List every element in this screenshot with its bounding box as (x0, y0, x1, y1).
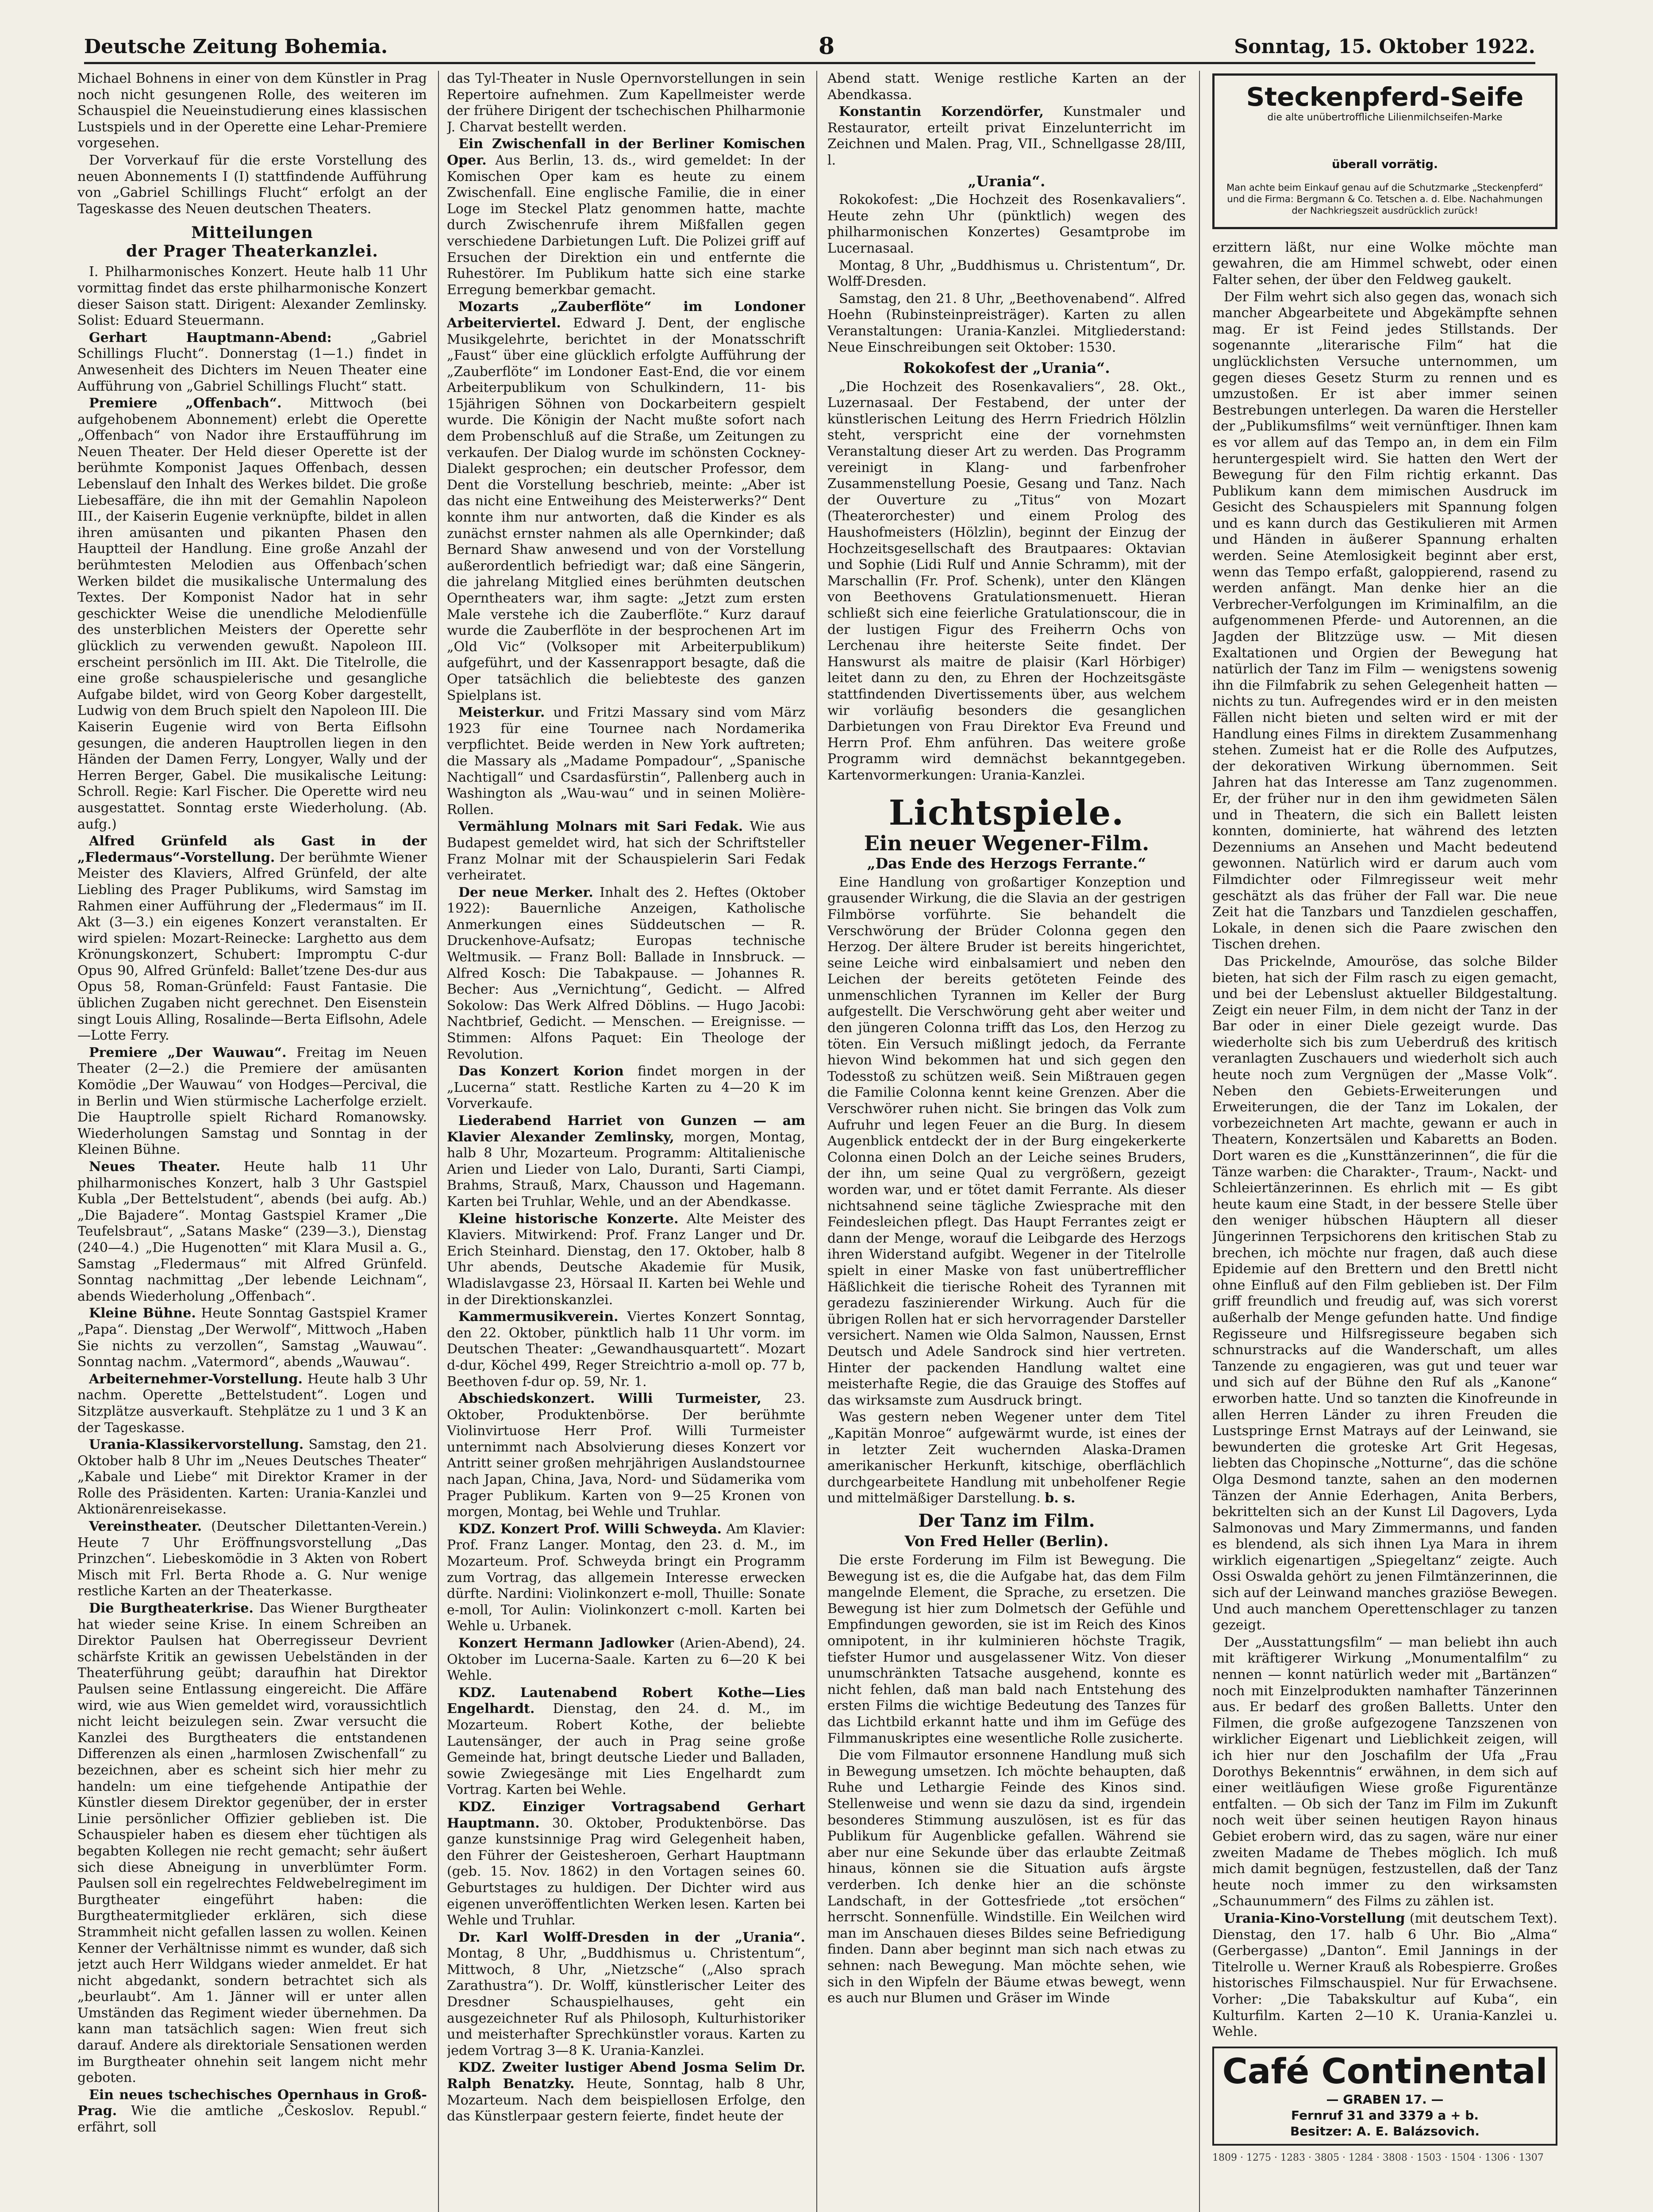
paragraph-text: morgen, Montag, halb 8 Uhr, Mozarteum. Programm: Altitalienische Arien und Lieder von Lalo, Duranti, Sarti Ciampi, Brahms, Strauß, Marx, Chausson und Hagemann. Karten bei Truhlar, Wehle, und an der Abendkasse. (447, 1129, 805, 1210)
paragraph-lead: Kleine Bühne. (89, 1306, 196, 1321)
paragraph-text: Wie aus Budapest gemeldet wird, hat sich der Schriftsteller Franz Molnar mit der Schauspielerin Sari Fedak verheiratet. (447, 819, 805, 883)
paragraph-text: findet morgen in der „Lucerna“ statt. Restliche Karten zu 4—20 K im Vorverkaufe. (447, 1064, 805, 1112)
ad-code: 1503 (1416, 2152, 1442, 2163)
article-paragraph: Rokokofest: „Die Hochzeit des Rosenkavaliers“. Heute zehn Uhr (pünktlich) wegen des philharmonischen Konzertes) Gesamtprobe im Lucernasaal. (827, 192, 1186, 256)
article-paragraph: Die erste Forderung im Film ist Bewegung. Die Bewegung ist es, die die Aufgabe hat, das dem Film mangelnde Element, die Sprache, zu ersetzen. Die Bewegung ist hier zum Dolmetsch der Gefühle und Empfindungen geworden, sie ist im Reich des Kinos omnipotent, in ihr kulminieren höchste Tragik, tiefster Humor und ausgelassener Witz. Von dieser unumschränkten Tatsache ausgehend, konnte es nicht fehlen, daß man bald nach Entstehung des ersten Films die wichtige Bedeutung des Tanzes für das Lichtbild erkannt hatte und ihm im Gefüge des Filmmanuskriptes eine wesentliche Rolle zusicherte. (827, 1552, 1186, 1746)
section-heading (77, 223, 427, 261)
paragraph-lead: Dr. Karl Wolff-Dresden in der „Urania“. (458, 1929, 805, 1945)
paragraph-lead: Ein Zwischenfall in der Berliner Komischen Oper. (447, 136, 805, 168)
article-paragraph (77, 833, 427, 1044)
article-paragraph (77, 1159, 427, 1305)
ad-note: Man achte beim Einkauf genau auf die Schutzmarke „Steckenpferd“ und die Firma: Bergmann & Co. Tetschen a. d. Elbe. Nachahmungen der Nachkriegszeit ausdrücklich zurück! (1226, 182, 1543, 216)
article-paragraph (77, 1306, 427, 1370)
paragraph-text: Viertes Konzert Sonntag, den 22. Oktober, pünktlich halb 11 Uhr vorm. im Deutschen Theater: „Gewandhausquartett“. Mozart d-dur, Köchel 499, Reger Streichtrio a-moll op. 77 b, Beethoven f-dur op. 59, Nr. 1. (447, 1309, 805, 1390)
article-signature: b. s. (1045, 1490, 1076, 1506)
paragraph-lead: Neues Theater. (89, 1159, 221, 1175)
article-paragraph (447, 1521, 805, 1635)
article-paragraph (447, 1391, 805, 1521)
paragraph-lead: Abschiedskonzert. Willi Turmeister, (458, 1391, 761, 1407)
ad-title: Steckenpferd-Seife (1246, 82, 1524, 112)
paragraph-lead: Meisterkur. (458, 705, 545, 721)
ad-code: 3805 (1314, 2152, 1339, 2163)
paragraph-lead: Liederabend Harriet von Gunzen — am Klavier Alexander Zemlinsky, (447, 1113, 805, 1145)
tanz-im-film-heading: Der Tanz im Film. (918, 1510, 1095, 1531)
article-paragraph: Der Film wehrt sich also gegen das, wonach sich mancher Abgearbeitete und Abgekämpfte sehnen mag. Er ist Feind jedes Stillstands. Der sogenannte „literarische Film“ hat die unglücklichsten Versuche unternommen, um gegen dieses Gesetz Sturm zu rennen und es umzustoßen. Er ist aber immer seinen Bestrebungen unterlegen. Da waren die Hersteller der „Publikumsfilms“ weit vernünftiger. Ihnen kam es vor allem auf das Tempo an, in dem ein Film heruntergespielt wird. Sie hatten den Wert der Bewegung für den Film richtig erkannt. Das Publikum kann dem mimischen Ausdruck im Gesicht des Schauspielers mit Spannung folgen und es kann durch das Gestikulieren mit Armen und Händen in äußerer Spannung erhalten werden. Seine Atemlosigkeit beginnt aber erst, wenn das Tempo erfaßt, galoppierend, rasend zu werden anfängt. Man denke hier an die Verbrecher-Verfolgungen im Kriminalfilm, an die aufgenommenen Pferde- und Autorennen, an die Jagden der Blitzzüge usw. — Mit diesen Exaltationen und Orgien der Bewegung hat natürlich der Tanz im Film — wenigstens sowenig ihn die Filmfabrik zu sehen Gelegenheit hatten — nichts zu tun. Aufregendes wird er in den meisten Fällen nicht bieten und selten wird er mit der Handlung eines Films in direktem Zusammenhang stehen. Zumeist hat er die Rolle des Aufputzes, der dekorativen Wirkung übernommen. Seit Jahren hat das Interesse am Tanz zugenommen. Er, der früher nur in den ihm gewidmeten Sälen und in Theatern, die sich ein Ballett leisten konnten, dominierte, hat während des letzten Dezenniums an Ansehen und Macht bedeutend gewonnen. Natürlich wird er darum auch vom Filmdichter oder Filmregisseur weit mehr geschätzt als das früher der Fall war. Die neue Zeit hat die Tanzbars und Tanzdielen geschaffen, Lokale, in denen sich die Paare zwischen den Tischen drehen. (1212, 289, 1557, 952)
article-paragraph (447, 2060, 805, 2124)
paragraph-text: Freitag im Neuen Theater (2—2.) die Premiere der amüsanten Komödie „Der Wauwau“ von Hodges—Percival, die in Berlin und Wien stürmische Lacherfolge erzielt. Die Hauptrolle spielt Richard Romanowsky. Wiederholungen Samstag und Sonntag in der Kleinen Bühne. (77, 1045, 427, 1158)
wegener-film-heading: Ein neuer Wegener-Film. (864, 831, 1149, 855)
ad-code: 1275 (1246, 2152, 1271, 2163)
article-paragraph (447, 1113, 805, 1210)
paragraph-lead: Arbeiternehmer-Vorstellung. (89, 1371, 303, 1387)
article-paragraph: Der „Ausstattungsfilm“ — man beliebt ihn auch mit kräftigerer Wirkung „Monumentalfilm“ zu nennen — konnt natürlich weder mit „Bartänzen“ noch mit Einzelprodukten namhafter Tänzerinnen aus. Er bedarf des großen Balletts. Unter den Filmen, die große aufgezogene Tanzszenen von wirklicher Eigenart und Lieblichkeit zeigen, will ich hier nur den Joschafilm der Ufa „Frau Dorothys Bekenntnis“ erwähnen, in dem sich auf einer weitläufigen Wiese große Figurentänze entfalten. — Ob sich der Tanz im Film im Zukunft noch weit über seinen heutigen Rayon hinaus Gebiet erobern wird, das zu sagen, wäre nur einer zweiten Madame de Thebes möglich. Ich muß mich damit begnügen, festzustellen, daß der Tanz heute noch immer zu den wirksamsten „Schaunummern“ des Films zu zählen ist. (1212, 1634, 1557, 1909)
ad-code: 1283 (1280, 2152, 1305, 2163)
ad-code: 1307 (1518, 2152, 1544, 2163)
paragraph-lead: KDZ. Einziger Vortragsabend Gerhart Hauptmann. (447, 1799, 805, 1831)
article-paragraph (77, 1437, 427, 1518)
paragraph-text: Alte Meister des Klaviers. Mitwirkend: Prof. Franz Langer und Dr. Erich Steinhard. Dienstag, den 17. Oktober, halb 8 Uhr abends, Deutsche Akademie für Musik, Wladislavgasse 23, Hörsaal II. Karten bei Wehle und in der Direktionskanzlei. (447, 1211, 805, 1308)
article-paragraph (77, 2087, 427, 2136)
article-paragraph: Michael Bohnens in einer von dem Künstler in Prag noch nicht gesungenen Rolle, des weiteren im Schauspiel die Neueinstudierung eines klassischen Lustspiels und in der Operette eine Lehar-Premiere vorgesehen. (77, 71, 427, 151)
article-paragraph (77, 1045, 427, 1158)
masthead-date: Sonntag, 15. Oktober 1922. (1234, 35, 1535, 58)
masthead-page-number: 8 (819, 33, 835, 60)
paragraph-lead: Die Burgtheaterkrise. (89, 1601, 254, 1617)
section-heading-line: der Prager Theaterkanzlei. (126, 242, 378, 261)
article-paragraph: Montag, 8 Uhr, „Buddhismus u. Christentum“, Dr. Wolff-Dresden. (827, 257, 1186, 290)
ad-code: 3808 (1382, 2152, 1407, 2163)
paragraph-text: „Gabriel Schillings Flucht“. Donnerstag (1—1.) findet in Anwesenheit des Dichters im Neuen Theater eine Aufführung von „Gabriel Schillings Flucht“ statt. (77, 330, 427, 394)
article-paragraph: Samstag, den 21. 8 Uhr, „Beethovenabend“. Alfred Hoehn (Rubinsteinpreisträger). Karten zu allen Veranstaltungen: Urania-Kanzlei. Mitgliederstand: Neue Einschreibungen seit Oktober: 1530. (827, 291, 1186, 355)
paragraph-text: Inhalt des 2. Heftes (Oktober 1922): Bauernliche Anzeigen, Katholische Anmerkungen eines Süddeutschen — R. Druckenhove-Aufsatz; Europas technische Weltmusik. — Franz Boll: Ballade in Innsbruck. — Alfred Kosch: Die Tabakpause. — Johannes R. Becher: Aus „Vernichtung“, Gedicht. — Alfred Sokolow: Das Werk Alfred Döblins. — Hugo Jacobi: Nachtbrief, Gedicht. — Menschen. — Ereignisse. — Stimmen: Alfons Paquet: Ein Theologe der Revolution. (447, 884, 805, 1062)
paragraph-lead: Gerhart Hauptmann-Abend: (89, 330, 332, 346)
ad-availability: überall vorrätig. (1332, 158, 1438, 172)
paragraph-text: Heute Sonntag Gastspiel Kramer „Papa“. Dienstag „Der Werwolf“, Mittwoch „Haben Sie nichts zu verzollen“, Samstag „Wauwau“. Sonntag nachm. „Vatermord“, abends „Wauwau“. (77, 1306, 427, 1370)
paragraph-lead: Kleine historische Konzerte. (458, 1211, 679, 1227)
article-paragraph (447, 1636, 805, 1684)
column-4 (1212, 71, 1557, 2212)
article-paragraph (827, 104, 1186, 169)
cafe-title: Café Continental (1222, 2051, 1548, 2092)
paragraph-text: 23. Oktober, Produktenbörse. Der berühmte Violinvirtuose Herr Prof. Willi Turmeister unternimmt nach Absolvierung dieses Konzert vor Antritt seiner großen mehrjährigen Auslandstournee nach Japan, China, Java, Nord- und Südamerika vom Prager Publikum. Karten von 9—25 Kronen von morgen, Montag, bei Wehle und Truhlar. (447, 1391, 805, 1520)
paragraph-text: Heute, Sonntag, halb 8 Uhr, Mozarteum. Nach dem beispiellosen Erfolge, den das Künstlerpaar gestern feierte, findet heute der (447, 2076, 805, 2124)
paragraph-text: Heute halb 11 Uhr philharmonisches Konzert, halb 3 Uhr Gastspiel Kubla „Der Bettelstudent“, abends (bei aufg. Ab.) „Die Bajadere“. Montag Gastspiel Kramer „Die Teufelsbraut“, „Satans Maske“ (239—3.), Dienstag (240—4.) „Die Hugenotten“ mit Klara Musil a. G., Samstag „Fledermaus“ mit Alfred Grünfeld. Sonntag nachmittag „Der lebende Leichnam“, abends Wiederholung „Offenbach“. (77, 1159, 427, 1304)
paragraph-lead: Vermählung Molnars mit Sari Fedak. (458, 819, 743, 835)
paragraph-text: Das Wiener Burgtheater hat wieder seine Krise. In einem Schreiben an Direktor Paulsen hat Oberregisseur Devrient schärfste Kritik an gewissen Uebelständen in der Theaterführung geübt; daraufhin hat Direktor Paulsen seine Entlassung eingereicht. Die Affäre wird, wie aus Wien gemeldet wird, voraussichtlich nicht leicht beizulegen sein. Zwar versucht die Kanzlei des Burgtheaters die entstandenen Differenzen als einen „harmlosen Zwischenfall“ zu bezeichnen, aber es scheint sich hier mehr zu handeln: um eine tiefgehende Antipathie der Künstler diesem Direktor gegenüber, der in erster Linie persönlicher Offizier geblieben ist. Die Schauspieler haben es diesem eher tüchtigen als begabten Kollegen nie recht gemacht; sehr äußert sich diese Abneigung in unverblümter Form. Paulsen soll ein regelrechtes Feldwebelregiment im Burgtheater eingeführt haben: die Burgtheatermitglieder erklären, sich diese Strammheit nicht gefallen lassen zu wollen. Keinen Kenner der Verhältnisse nimmt es wunder, daß sich jetzt auch Herr Wildgans wieder anmeldet. Er hat nicht abgedankt, sondern betrachtet sich als „beurlaubt“. Am 1. Jänner will er unter allen Umständen das Regiment wieder übernehmen. Da kann man tatsächlich sagen: Wien freut sich darauf. Andere als direktoriale Sensationen werden im Burgtheater ohnehin seit langem nicht mehr geboten. (77, 1601, 427, 2086)
paragraph-lead: Konzert Hermann Jadlowker (458, 1636, 674, 1651)
article-paragraph (447, 1930, 805, 2059)
paragraph-lead: Alfred Grünfeld als Gast in der „Fledermaus“-Vorstellung. (77, 833, 427, 865)
article-paragraph (77, 330, 427, 395)
section-heading-line: Mitteilungen (191, 223, 313, 242)
article-paragraph: Abend statt. Wenige restliche Karten an der Abendkassa. (827, 71, 1186, 103)
paragraph-text: Aus Berlin, 13. ds., wird gemeldet: In der Komischen Oper kam es heute zu einem Zwischenfall. Eine englische Familie, die in einer Loge im Steckel Platz genommen hatte, machte durch Zwischenrufe ihrem Mißfallen gegen verschiedene Darbietungen Luft. Die Polizei griff auf Ersuchen der Direktion ein und entfernte die Ruhestörer. Im Publikum hatte sich eine starke Erregung bemerkbar gemacht. (447, 152, 805, 298)
article-paragraph: Der Vorverkauf für die erste Vorstellung des neuen Abonnements I (I) stattfindende Aufführung von „Gabriel Schillings Flucht“ erfolgt an der Tageskasse des Neuen deutschen Theaters. (77, 152, 427, 217)
paragraph-text: Was gestern neben Wegener unter dem Titel „Kapitän Monroe“ aufgewärmt wurde, ist eines der in letzter Zeit wuchernden Alaska-Dramen amerikanischer Herkunft, kitschige, oberflächlich durchgearbeitete Handlung mit unbeholfener Regie und mittelmäßiger Darstellung. (827, 1409, 1186, 1506)
cafe-phone: Fernruf 31 and 3379 a + b. (1291, 2108, 1479, 2123)
paragraph-lead: Ein neues tschechisches Opernhaus in Groß-Prag. (77, 2087, 427, 2119)
paragraph-text: Edward J. Dent, der englische Musikgelehrte, berichtet in der Monatsschrift „Faust“ über eine glücklich erfolgte Aufführung der „Zauberflöte“ im Londoner East-End, die vor einem Arbeiterpublikum von Schulkindern, 11- bis 15jährigen Söhnen von Dockarbeitern gespielt wurde. Die Königin der Nacht mußte sofort nach dem Probenschluß auf die Straße, um Zeitungen zu verkaufen. Der Dialog wurde im schönsten Cockney-Dialekt gesprochen; ein deutscher Professor, dem Dent die Vorstellung beschrieb, meinte: „Aber ist das nicht eine Entweihung des Meisterwerks?“ Dent konnte ihm nur antworten, daß die Kinder es als zunächst ernster nahmen als alle Opernkinder; daß Bernard Shaw anwesend und von der Vorstellung außerordentlich befriedigt war; daß eine Sängerin, die jahrelang Mitglied eines berühmten deutschen Operntheaters war, ihm sagte: „Jetzt zum ersten Male verstehe ich die Zauberflöte.“ Kurz darauf wurde die Zauberflöte in der besprochenen Art im „Old Vic“ (Volksoper mit Arbeiterpublikum) aufgeführt, und der Kassenrapport besagte, daß die Oper tatsächlich die beliebteste des ganzen Spielplans ist. (447, 315, 805, 703)
steckenpferd-ad (1212, 73, 1557, 229)
paragraph-text: Wie die amtliche „Českoslov. Republ.“ erfährt, soll (77, 2103, 427, 2135)
article-paragraph (447, 299, 805, 704)
paragraph-text: 30. Oktober, Produktenbörse. Das ganze kunstsinnige Prag wird Gelegenheit haben, den Führer der Geistesheroen, Gerhart Hauptmann (geb. 15. Nov. 1862) in den Vortagen seines 60. Geburtstages zu huldigen. Der Dichter wird aus eigenen unveröffentlichten Werken lesen. Karten bei Wehle und Truhlar. (447, 1815, 805, 1928)
masthead-newspaper-name: Deutsche Zeitung Bohemia. (84, 35, 388, 58)
article-paragraph (447, 1685, 805, 1798)
paragraph-text: Montag, 8 Uhr, „Buddhismus u. Christentum“, Mittwoch, 8 Uhr, „Nietzsche“ („Also sprach Zarathustra“). Dr. Wolff, künstlerischer Leiter des Dresdner Schauspielhauses, geht ein ausgezeichneter Ruf als Philosoph, Kulturhistoriker und meisterhafter Sprechkünstler voraus. Karten zu jedem Vortrag 3—8 K. Urania-Kanzlei. (447, 1946, 805, 2058)
ad-code: 1306 (1484, 2152, 1510, 2163)
paragraph-lead: KDZ. Zweiter lustiger Abend Josma Selim Dr. Ralph Benatzky. (447, 2060, 805, 2092)
column-rule (1199, 71, 1200, 2212)
article-paragraph (447, 705, 805, 818)
cafe-owner: Besitzer: A. E. Balázsovich. (1290, 2124, 1480, 2139)
article-paragraph (447, 885, 805, 1063)
paragraph-lead: KDZ. Konzert Prof. Willi Schweyda. (458, 1521, 722, 1537)
ferrante-subheading: „Das Ende des Herzogs Ferrante.“ (867, 855, 1146, 872)
ad-codes: 1809 · 1275 · 1283 · 3805 · 1284 · 3808 · 1503 · 1504 · 1306 · 1307 (1212, 2152, 1544, 2163)
paragraph-lead: Der neue Merker. (458, 884, 593, 900)
paragraph-text: Kunstmaler und Restaurator, erteilt privat Einzelunterricht im Zeichnen und Malen. Prag, VII., Schnellgasse 28/III, l. (827, 104, 1186, 168)
article-paragraph (447, 1309, 805, 1390)
article-paragraph: I. Philharmonisches Konzert. Heute halb 11 Uhr vormittag findet das erste philharmonische Konzert dieser Saison statt. Dirigent: Alexander Zemlinsky. Solist: Eduard Steuermann. (77, 264, 427, 329)
column-1 (77, 71, 427, 2212)
masthead (84, 31, 1535, 64)
ad-code: 1809 (1212, 2152, 1237, 2163)
paragraph-lead: Das Konzert Korion (458, 1064, 624, 1079)
article-paragraph: erzittern läßt, nur eine Wolke möchte man gewahren, die am Himmel schwebt, oder einen Falter sehen, der über den Feldweg gaukelt. (1212, 239, 1557, 288)
paragraph-lead: Vereinstheater. (89, 1519, 202, 1535)
ad-code: 1284 (1348, 2152, 1373, 2163)
paragraph-text: Samstag, den 21. Oktober halb 8 Uhr im „Neues Deutsches Theater“ „Kabale und Liebe“ mit Direktor Kramer in der Rolle des Präsidenten. Karten: Urania-Kanzlei und Aktionärenreisekasse. (77, 1437, 427, 1517)
article-paragraph (77, 1371, 427, 1436)
article-paragraph: das Tyl-Theater in Nusle Opernvorstellungen in sein Repertoire aufnehmen. Zum Kapellmeister werde der frühere Dirigent der tschechischen Philharmonie J. Charvat bestellt werden. (447, 71, 805, 135)
paragraph-lead: Kammermusikverein. (458, 1309, 619, 1325)
article-paragraph (1212, 1911, 1557, 2040)
paragraph-text: Mittwoch (bei aufgehobenem Abonnement) erlebt die Operette „Offenbach“ von Nador ihre Erstaufführung im Neuen Theater. Der Held dieser Operette ist der berühmte Komponist Jaques Offenbach, dessen Lebenslauf den Inhalt des Werkes bildet. Die große Liebesaffäre, die ihn mit der Gemahlin Napoleon III., der Kaiserin Eugenie verknüpfte, bildet in allen ihren amüsanten und pikanten Phasen den Hauptteil der Handlung. Eine große Anzahl der berühmtesten Melodien aus Offenbach’schen Werken bildet die musikalische Untermalung des Textes. Der Komponist Nador hat in sehr geschickter Weise die unendliche Melodienfülle des unsterblichen Meisters der Operette sehr glücklich zu verwenden gewußt. Napoleon III. erscheint persönlich im III. Akt. Die Titelrolle, die eine große schauspielerische und gesangliche Aufgabe bildet, wird von Georg Kober dargestellt, Ludwig von dem Bruch spielt den Napoleon III. Die Kaiserin Eugenie wird von Berta Eiflsohn gesungen, die anderen Hauptrollen liegen in den Händen der Damen Ferry, Longyer, Wally und der Herren Berger, Gabel. Die musikalische Leitung: Schroll. Regie: Karl Fischer. Die Operette wird neu ausgestattet. Sonntag erste Wiederholung. (Ab. aufg.) (77, 396, 427, 832)
article-paragraph: Eine Handlung von großartiger Konzeption und grausender Wirkung, die die Slavia an der gestrigen Filmbörse vorführte. Sie behandelt die Verschwörung der Brüder Colonna gegen den Herzog. Der ältere Bruder ist bereits hingerichtet, seine Leiche wird einbalsamiert und neben den Leichen der bereits getöteten Feinde des unmenschlichen Tyrannen im Keller der Burg aufgestellt. Die Verschwörung geht aber weiter und den jüngeren Colonna trifft das Los, den Herzog zu töten. Ein Versuch mißlingt jedoch, da Ferrante hievon Wind bekommen hat und sich gegen den Todesstoß zu schützen weiß. Sein Mißtrauen gegen die Familie Colonna kennt keine Grenzen. Aber die Verschwörer ruhen nicht. Sie bringen das Volk zum Aufruhr und legen Feuer an die Burg. In diesem Augenblick entdeckt der in der Burg eingekerkerte Colonna einen Dolch an der Leiche seines Bruders, der ihn, um seine Qual zu vergrößern, gezeigt worden war, und er tötet damit Ferrante. Als dieser nichtsahnend seine tägliche Zwiesprache mit den Feindesleichen pflegt. Das Haupt Ferrantes zeigt er dann der Menge, worauf die Leibgarde des Herzogs ihren Widerstand aufgibt. Wegener in der Titelrolle spielt in einer Maske von fast unübertrefflicher Häßlichkeit die tierische Roheit des Tyrannen mit geradezu faszinierender Wirkung. Auch für die übrigen Rollen hat er sich hervorragender Darsteller versichert. Namen wie Olda Salmon, Naussen, Ernst Deutsch und Adele Sandrock sind hier vertreten. Hinter der packenden Handlung waltet eine meisterhafte Regie, die das Grauige des Stoffes auf das wirksamste zum Ausdruck bringt. (827, 874, 1186, 1408)
article-paragraph: „Die Hochzeit des Rosenkavaliers“, 28. Okt., Luzernasaal. Der Festabend, der unter der künstlerischen Leitung des Herrn Friedrich Hölzlin steht, verspricht eine der vornehmsten Veranstaltung dieser Art zu werden. Das Programm vereinigt in Klang- und farbenfroher Zusammenstellung Poesie, Gesang und Tanz. Nach der Ouverture zu „Titus“ von Mozart (Theaterorchester) und einem Prolog des Haushofmeisters (Hölzlin), beginnt der Einzug der Hochzeitsgesellschaft des Brautpaares: Oktavian und Sophie (Lidi Rulf und Annie Schramm), mit der Marschallin (Fr. Prof. Schenk), unter den Klängen von Beethovens Gratulationsmenuett. Hieran schließt sich eine feierliche Gratulationscour, die in der lustigen Figur des Freiherrn Ochs von Lerchenau ihre heiterste Seite findet. Der Hanswurst als maitre de plaisir (Karl Hörbiger) leitet dann zu den, zu Ehren der Hochzeitsgäste stattfindenden Divertissements über, aus welchem wir vorläufig besonders die gesanglichen Darbietungen von Frau Direktor Eva Freund und Herrn Prof. Ehm anführen. Das weitere große Programm wird demnächst bekanntgegeben. Kartenvormerkungen: Urania-Kanzlei. (827, 379, 1186, 783)
article-paragraph (447, 1211, 805, 1309)
column-3 (827, 71, 1186, 2212)
column-rule (816, 71, 817, 2212)
paragraph-text: Der berühmte Wiener Meister des Klaviers, Alfred Grünfeld, der alte Liebling des Prager Publikums, wird Samstag im Rahmen einer Aufführung der „Fledermaus“ im II. Akt (3—3.) ein eigenes Konzert veranstalten. Er wird spielen: Mozart-Reinecke: Larghetto aus dem Krönungskonzert, Schubert: Impromptu C-dur Opus 90, Alfred Grünfeld: Ballet’tzene Des-dur aus Opus 58, Roman-Grünfeld: Faust Fantasie. Die üblichen Zugaben nicht gerechnet. Den Eisenstein singt Louis Alling, Rosalinde—Berta Eiflsohn, Adele—Lotte Ferry. (77, 849, 427, 1044)
paragraph-text: Heute halb 3 Uhr nachm. Operette „Bettelstudent“. Logen und Sitzplätze ausverkauft. Stehplätze zu 1 und 3 K an der Tageskasse. (77, 1371, 427, 1436)
lichtspiele-heading: Lichtspiele. (888, 792, 1125, 833)
article-paragraph (77, 1519, 427, 1600)
paragraph-lead: Mozarts „Zauberflöte“ im Londoner Arbeiterviertel. (447, 299, 805, 331)
ad-code: 1504 (1450, 2152, 1476, 2163)
article-paragraph (827, 1409, 1186, 1507)
cafe-address: — GRABEN 17. — (1326, 2092, 1444, 2107)
tanz-author-line: Von Fred Heller (Berlin). (904, 1532, 1109, 1550)
paragraph-lead: Premiere „Der Wauwau“. (89, 1045, 287, 1060)
paragraph-text: (Arien-Abend), 24. Oktober im Lucerna-Saale. Karten zu 6—20 K bei Wehle. (447, 1636, 805, 1684)
paragraph-text: (mit deutschem Text). Dienstag, den 17. halb 6 Uhr. Bio „Alma“ (Gerbergasse) „Danton“. Emil Jannings in der Titelrolle u. Werner Krauß als Robespierre. Großes historisches Filmschauspiel. Nur für Erwachsene. Vorher: „Die Tabakskultur auf Kuba“, ein Kulturfilm. Karten 2—10 K. Urania-Kanzlei u. Wehle. (1212, 1910, 1557, 2040)
article-paragraph: Die vom Filmautor ersonnene Handlung muß sich in Bewegung umsetzen. Ich möchte behaupten, daß Ruhe und Lethargie Feinde des Kinos sind. Stellenweise und wenn sie dazu da sind, irgendein besonderes Stimmung auszulösen, ist es für das Publikum für Augenblicke gefallen. Während sie aber nur eine Sekunde über das erlaubte Zeitmaß hinaus, können sie die Situation aufs ärgste verderben. Ich denke hier an die schönste Landschaft, in der Gottesfriede „tot ersöchen“ herrscht. Sonnenfülle. Windstille. Ein Weilchen wird man im Anschauen dieses Bildes seine Befriedigung finden. Dann aber beginnt man sich nach etwas zu sehnen: nach Bewegung. Man möchte sehen, wie sich in den Wipfeln der Bäume etwas bewegt, wenn es auch nur Blumen und Gräser im Winde (827, 1747, 1186, 2006)
rokoko-heading: Rokokofest der „Urania“. (903, 359, 1110, 377)
column-2 (447, 71, 805, 2212)
cafe-continental-ad (1212, 2047, 1557, 2146)
urania-heading: „Urania“. (968, 172, 1046, 190)
paragraph-lead: Urania-Klassikervorstellung. (89, 1437, 304, 1453)
article-paragraph (77, 1601, 427, 2086)
article-paragraph: Das Prickelnde, Amouröse, das solche Bilder bieten, hat sich der Film rasch zu eigen gemacht, und bei der Lebenslust aktueller Bildgestaltung. Zeigt ein neuer Film, in dem nicht der Tanz in der Bar oder in einer Diele gezeigt wurde. Das wiederholte sich bis zum Ueberdruß des kritisch veranlagten Zuschauers und wiederholt sich auch heute noch zum Vergnügen der „Masse Volk“. Neben den Gebiets-Erweiterungen und Erweiterungen, die der Tanz im Lokalen, der vorbezeichneten Art machte, gewann er auch in Theatern, Konzertsälen und Kabaretts an Boden. Dort waren es die „Kunsttänzerinnen“, die für die Tänze warben: die Charakter-, Traum-, Nackt- und Schleiertänzerinnen. Es ehrlich mit — Es gibt heute kaum eine Stadt, in der bessere Stelle über den weniger hübschen Häuptern all dieser Jüngerinnen Terpsichorens den kritischen Stab zu brechen, ich möchte nur fragen, daß auch diese Epidemie auf den Brettern und den Brettl nicht ohne Einfluß auf den Film geblieben ist. Der Film griff freundlich und freudig auf, was sich vorerst außerhalb der Menge gefunden hatte. Und findige Regisseure und Hilfsregisseure begaben sich schnurstracks auf die Wanderschaft, um alles Tanzende zu engagieren, was gut und teuer war und sich auf der Bühne den Ruf als „Kanone“ erworben hatte. Und so tanzten die Kinofreunde in allen Herren Länder zu ihren Freuden die Lustspringe Ernst Matrays auf der Leinwand, sie bewunderten die groteske Art Grit Hegesas, liebten das Chopinsche „Notturne“, das die schöne Olga Desmond tanzte, sahen an den modernen Tänzen der Annie Ederhagen, Anita Berbers, bekrittelten sich an der Kunst Lil Dagovers, Lyda Salmonovas und Mary Zimmermanns, und fanden es blendend, als sich ihnen Lya Mara in ihrem wirklich eigenartigen „Spiegeltanz“ zeigte. Auch Ossi Oswalda gehört zu jenen Filmtänzerinnen, die sich auf der Leinwand manches graziöse Bewegen. Und auch manchem Operettenschlager zu tanzen gezeigt. (1212, 953, 1557, 1633)
paragraph-text: Dienstag, den 24. d. M., im Mozarteum. Robert Kothe, der beliebte Lautensänger, der auch in Prag seine große Gemeinde hat, bringt deutsche Lieder und Balladen, sowie Zwiegesänge mit Lies Engelhardt zum Vortrag. Karten bei Wehle. (447, 1701, 805, 1798)
paragraph-lead: Konstantin Korzendörfer, (839, 104, 1044, 120)
column-rule (438, 71, 439, 2212)
paragraph-lead: Urania-Kino-Vorstellung (1224, 1910, 1405, 1926)
article-paragraph (447, 1064, 805, 1112)
ad-tagline: die alte unübertroffliche Lilienmilchseifen-Marke (1267, 111, 1503, 123)
paragraph-text: und Fritzi Massary sind vom März 1923 für eine Tournee nach Nordamerika verpflichtet. Beide werden in New York auftreten; die Massary als „Madame Pompadour“, „Spanische Nachtigall“ und Csardasfürstin“, Pallenberg auch in Washington als „Wau-wau“ und in seinen Molière-Rollen. (447, 705, 805, 818)
paragraph-lead: KDZ. Lautenabend Robert Kothe—Lies Engelhardt. (447, 1685, 805, 1717)
article-paragraph (447, 136, 805, 298)
article-paragraph (447, 819, 805, 883)
paragraph-text: Am Klavier: Prof. Franz Langer. Montag, den 23. d. M., im Mozarteum. Prof. Schweyda bringt ein Programm zum Vortrag, das allgemein Interesse erwecken dürfte. Nardini: Violinkonzert e-moll, Thuille: Sonate e-moll, Tor Aulin: Violinkonzert c-moll. Karten bei Wehle u. Urbanek. (447, 1521, 805, 1634)
article-paragraph (447, 1799, 805, 1929)
paragraph-text: (Deutscher Dilettanten-Verein.) Heute 7 Uhr Eröffnungsvorstellung „Das Prinzchen“. Liebeskomödie in 3 Akten von Robert Misch mit Frl. Berta Rhode a. G. Nur wenige restliche Karten an der Theaterkasse. (77, 1519, 427, 1599)
article-paragraph (77, 396, 427, 833)
paragraph-lead: Premiere „Offenbach“. (89, 396, 282, 411)
